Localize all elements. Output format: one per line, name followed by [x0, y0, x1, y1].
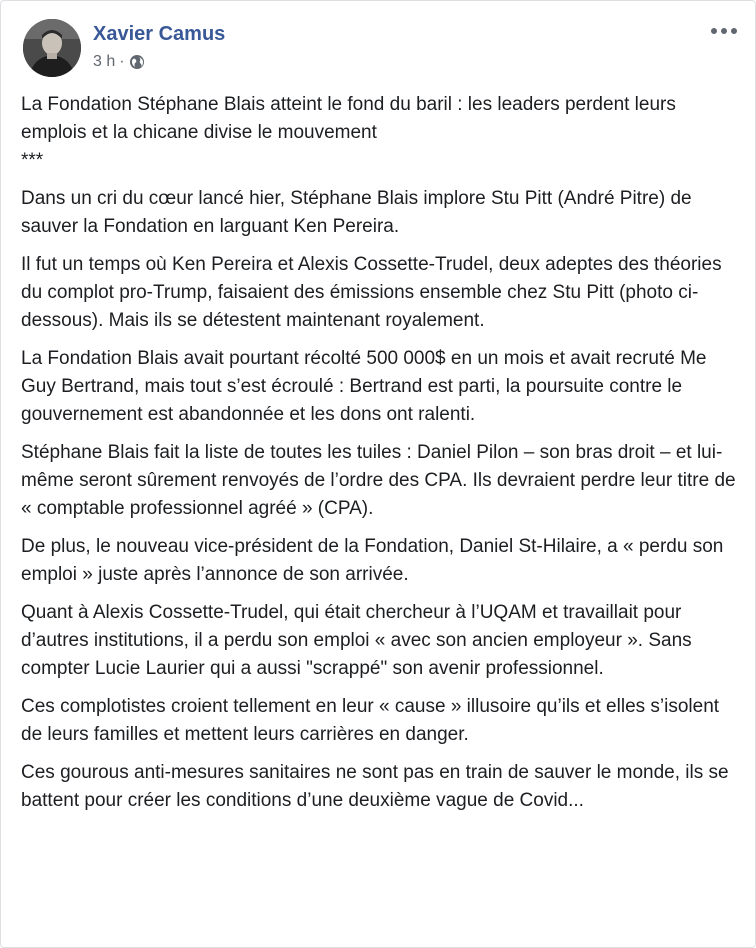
- post-paragraph: Dans un cri du cœur lancé hier, Stéphane Blais implore Stu Pitt (André Pitre) de sauver la Fondation en larguant Ken Pereira.: [21, 188, 692, 237]
- post-paragraph: La Fondation Blais avait pourtant récolté 500 000$ en un mois et avait recruté Me Guy Bertrand, mais tout s’est écroulé : Bertrand est parti, la poursuite contre le gouvernement est abandonnée et les dons ont ralenti.: [21, 348, 707, 425]
- post-paragraph: De plus, le nouveau vice-président de la Fondation, Daniel St-Hilaire, a « perdu son emploi » juste après l’annonce de son arrivée.: [21, 536, 724, 585]
- post-text: [21, 91, 741, 825]
- post-header: [23, 19, 755, 81]
- meta-separator: ·: [119, 53, 125, 70]
- author-name-link[interactable]: Xavier Camus: [93, 23, 226, 45]
- post-paragraph: La Fondation Stéphane Blais atteint le fond du baril : les leaders perdent leurs emplois et la chicane divise le mouvement: [21, 94, 676, 143]
- post-paragraph: Stéphane Blais fait la liste de toutes les tuiles : Daniel Pilon – son bras droit – et lui-même seront sûrement renvoyés de l’ordre des CPA. Ils devraient perdre leur titre de « comptable professionnel agréé » (CPA).: [21, 442, 736, 519]
- post-paragraph: Ces gourous anti-mesures sanitaires ne sont pas en train de sauver le monde, ils se battent pour créer les conditions d’une deuxième vague de Covid...: [21, 762, 729, 811]
- avatar-photo: [23, 19, 81, 77]
- post-meta: [93, 53, 145, 71]
- avatar[interactable]: [23, 19, 81, 77]
- post-paragraph: Il fut un temps où Ken Pereira et Alexis Cossette-Trudel, deux adeptes des théories du complot pro-Trump, faisaient des émissions ensemble chez Stu Pitt (photo ci-dessous). Mais ils se détestent maintenant royalement.: [21, 254, 722, 331]
- more-options-icon: [710, 27, 738, 35]
- more-options-button[interactable]: [709, 21, 739, 41]
- globe-icon[interactable]: [129, 54, 145, 70]
- post-paragraph: Ces complotistes croient tellement en leur « cause » illusoire qu’ils et elles s’isolent de leurs familles et mettent leurs carrières en danger.: [21, 696, 720, 745]
- post-timestamp[interactable]: 3 h: [93, 53, 116, 70]
- post-paragraph: ***: [21, 150, 44, 171]
- post-paragraph: Quant à Alexis Cossette-Trudel, qui était chercheur à l’UQAM et travaillait pour d’autres institutions, il a perdu son emploi « avec son ancien employeur ». Sans compter Lucie Laurier qui a aussi "scrappé" son avenir professionnel.: [21, 602, 692, 679]
